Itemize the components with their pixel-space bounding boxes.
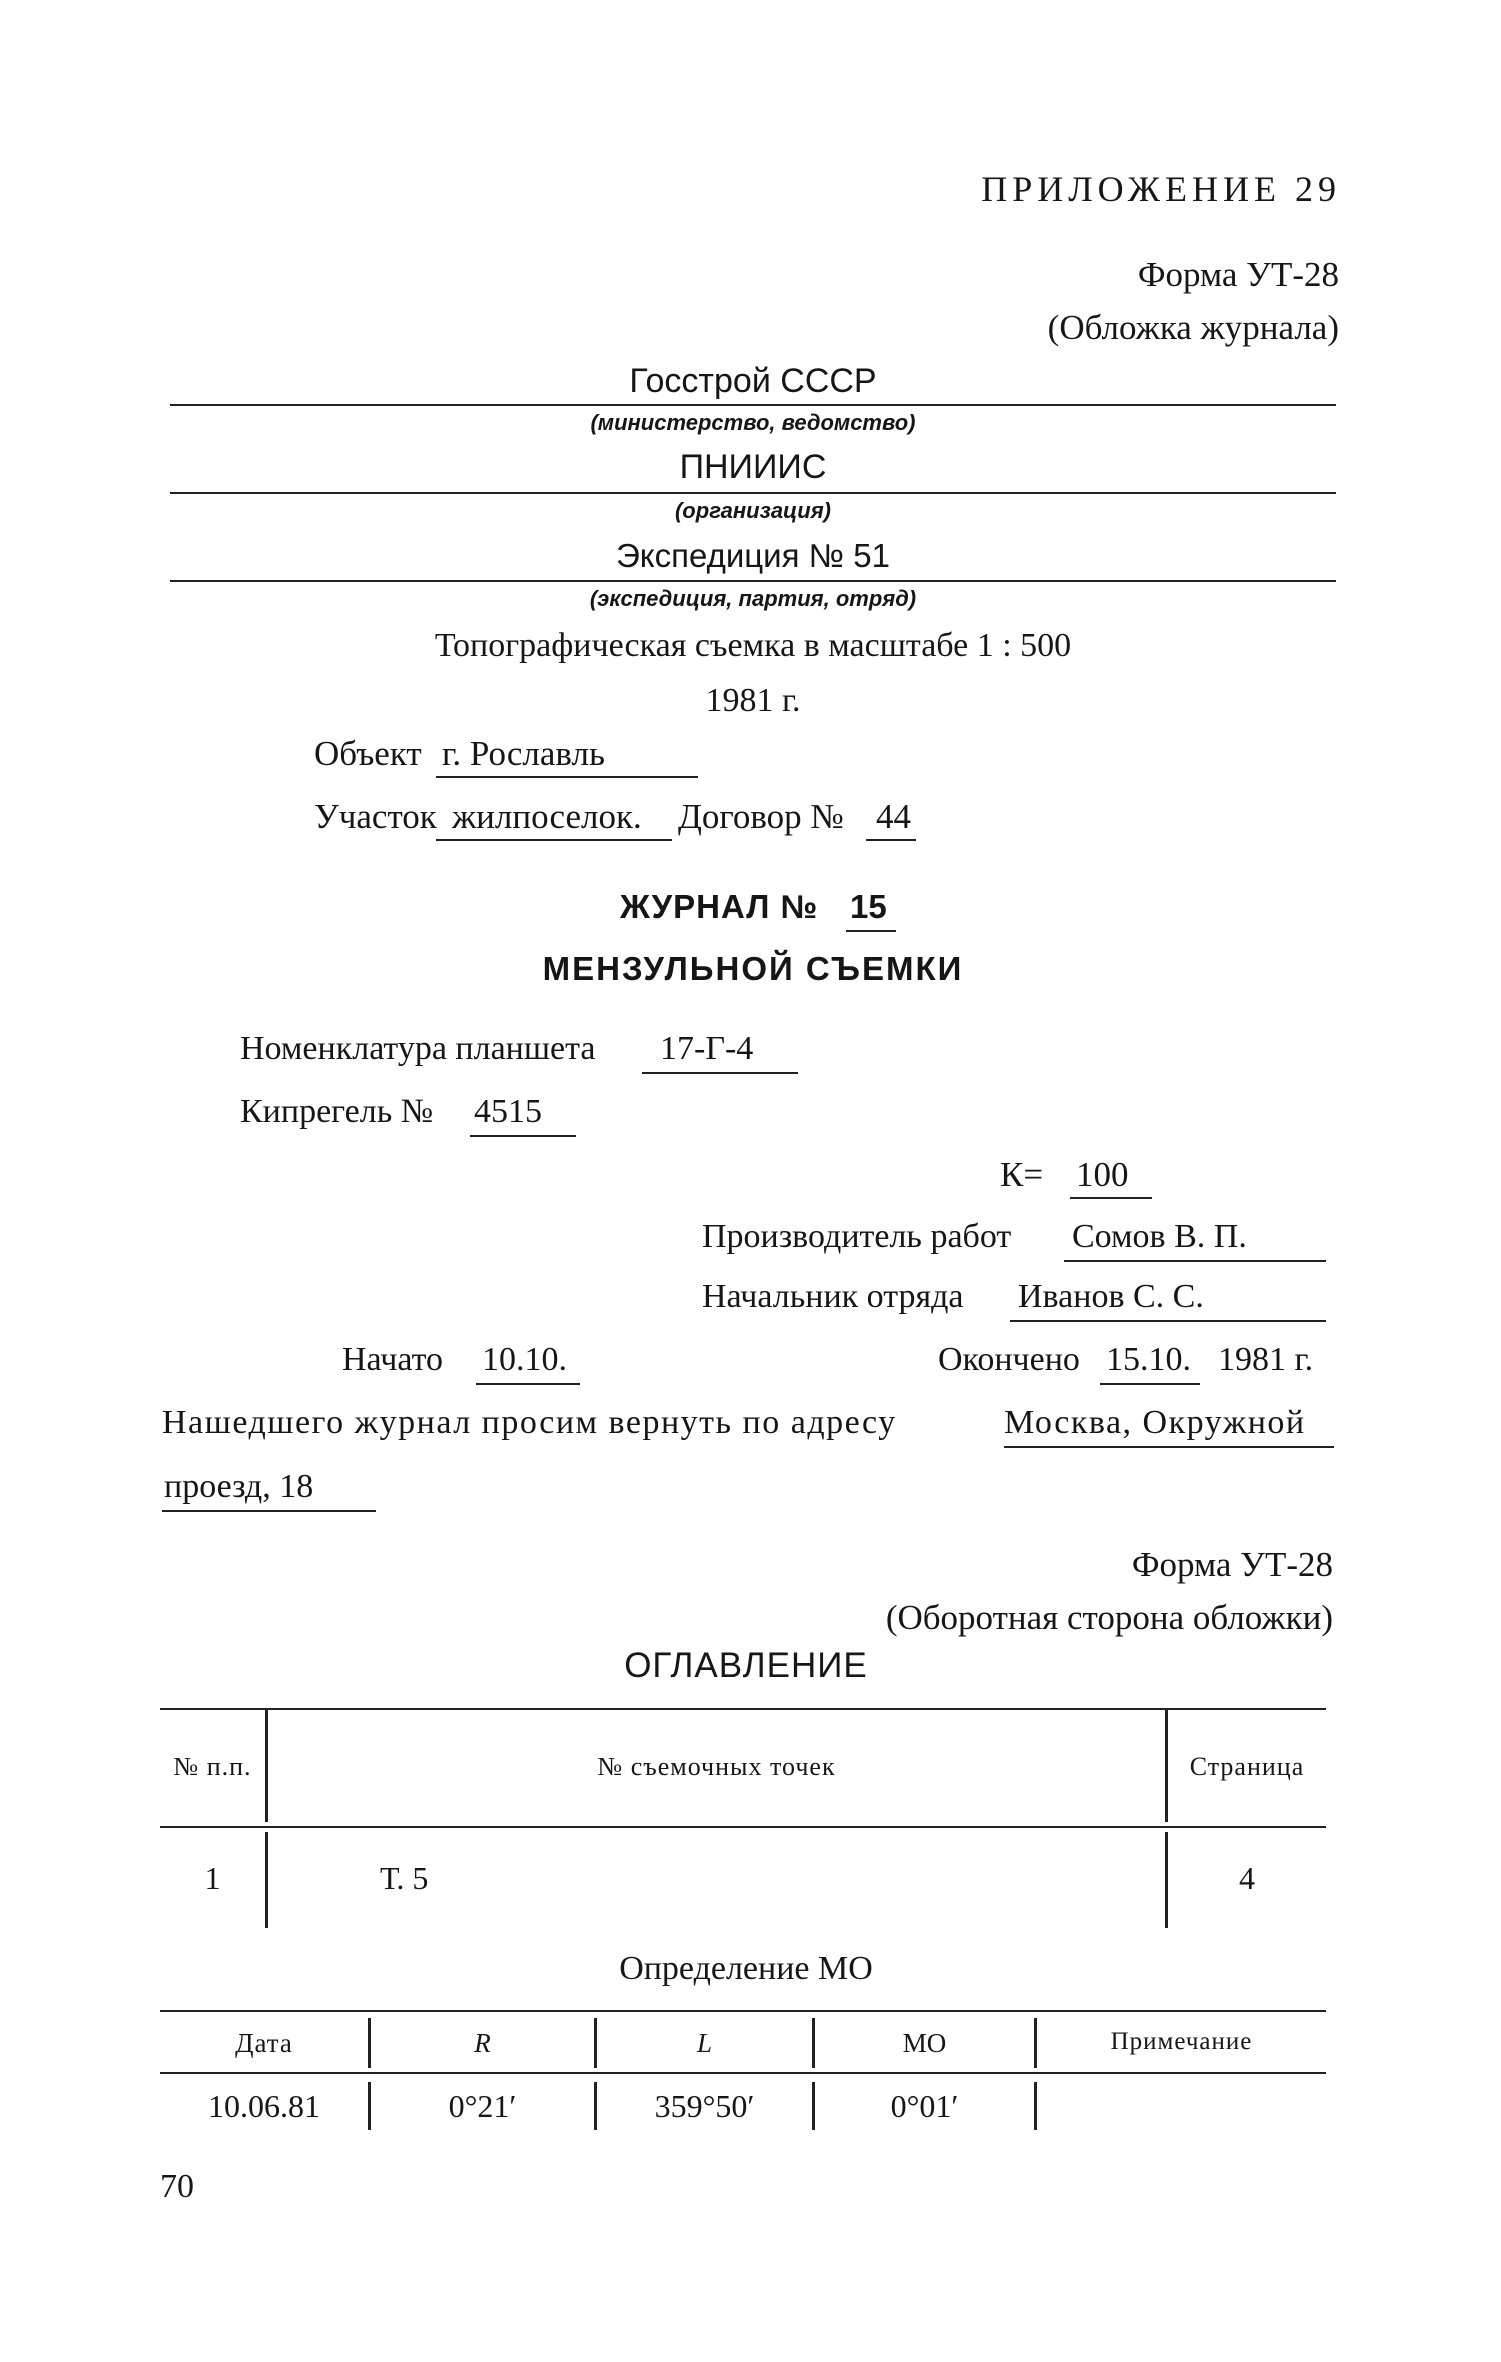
back-form-label: Форма УТ-28 bbox=[1131, 1545, 1333, 1584]
journal-number-underline bbox=[846, 930, 896, 932]
toc-col-divider bbox=[265, 1832, 268, 1928]
k-value: 100 bbox=[1076, 1155, 1129, 1194]
started-value: 10.10. bbox=[482, 1341, 567, 1378]
producer-label: Производитель работ bbox=[702, 1218, 1012, 1255]
k-underline bbox=[1070, 1197, 1152, 1199]
finished-value: 15.10. bbox=[1106, 1341, 1191, 1378]
mo-header-cell: R bbox=[474, 2028, 491, 2058]
contract-underline bbox=[866, 839, 916, 841]
producer-value: Сомов В. П. bbox=[1072, 1218, 1247, 1255]
organization-value: ПНИИИС bbox=[679, 448, 827, 486]
toc-title: ОГЛАВЛЕНИЕ bbox=[624, 1646, 868, 1685]
chief-label: Начальник отряда bbox=[702, 1278, 964, 1315]
journal-number: 15 bbox=[850, 888, 887, 925]
mo-header-cell: L bbox=[696, 2028, 713, 2058]
toc-row-points: Т. 5 bbox=[380, 1860, 429, 1896]
object-value: г. Рославль bbox=[442, 734, 605, 773]
survey-title: Топографическая съемка в масштабе 1 : 500 bbox=[434, 627, 1072, 664]
kipregel-underline bbox=[470, 1135, 576, 1137]
ministry-value: Госстрой СССР bbox=[629, 362, 877, 400]
toc-header-cell: № съемочных точек bbox=[597, 1752, 836, 1781]
mo-row-date: 10.06.81 bbox=[208, 2088, 320, 2124]
mo-header-cell: Дата bbox=[235, 2028, 293, 2058]
toc-header-rule bbox=[160, 1826, 1326, 1828]
object-label: Объект bbox=[314, 734, 422, 773]
site-underline bbox=[436, 839, 672, 841]
form-label: Форма УТ-28 bbox=[1137, 255, 1339, 294]
mo-row-r: 0°21′ bbox=[448, 2088, 517, 2124]
return-text: Нашедшего журнал просим вернуть по адресу bbox=[162, 1404, 897, 1441]
mo-title: Определение МО bbox=[619, 1950, 873, 1987]
return-address-underline2 bbox=[162, 1510, 376, 1512]
contract-label: Договор № bbox=[678, 797, 844, 836]
mo-row-l: 359°50′ bbox=[654, 2088, 755, 2124]
finished-underline bbox=[1100, 1383, 1200, 1385]
mo-header-cell: МО bbox=[902, 2028, 947, 2058]
organization-line bbox=[170, 492, 1336, 494]
journal-subtitle: МЕНЗУЛЬНОЙ СЪЕМКИ bbox=[542, 950, 964, 987]
mo-top-rule bbox=[160, 2010, 1326, 2012]
expedition-line bbox=[170, 580, 1336, 582]
kipregel-label: Кипрегель № bbox=[240, 1093, 434, 1130]
sheet-underline bbox=[642, 1072, 798, 1074]
return-address-line2: проезд, 18 bbox=[164, 1468, 314, 1505]
finished-label: Окончено bbox=[938, 1341, 1080, 1378]
return-address-underline1 bbox=[1004, 1446, 1334, 1448]
started-underline bbox=[476, 1383, 580, 1385]
toc-top-rule bbox=[160, 1708, 1326, 1710]
organization-caption: (организация) bbox=[674, 498, 831, 523]
journal-label: ЖУРНАЛ № bbox=[620, 888, 819, 925]
toc-header-cell: № п.п. bbox=[173, 1752, 252, 1781]
started-label: Начато bbox=[342, 1341, 444, 1378]
mo-col-divider bbox=[1034, 2082, 1037, 2130]
ministry-caption: (министерство, ведомство) bbox=[590, 410, 916, 435]
expedition-value: Экспедиция № 51 bbox=[616, 537, 890, 574]
appendix-heading: ПРИЛОЖЕНИЕ 29 bbox=[981, 169, 1341, 209]
toc-row-page: 4 bbox=[1239, 1860, 1255, 1896]
form-note: (Обложка журнала) bbox=[1047, 308, 1339, 347]
sheet-value: 17-Г-4 bbox=[660, 1030, 754, 1067]
site-label: Участок bbox=[314, 797, 437, 836]
object-underline bbox=[436, 776, 698, 778]
producer-underline bbox=[1064, 1260, 1326, 1262]
ministry-line bbox=[170, 404, 1336, 406]
toc-row-number: 1 bbox=[204, 1860, 221, 1896]
site-value: жилпоселок. bbox=[452, 797, 642, 836]
finished-year: 1981 г. bbox=[1218, 1341, 1314, 1378]
page-number: 70 bbox=[160, 2168, 194, 2205]
mo-row-mo: 0°01′ bbox=[890, 2088, 959, 2124]
contract-value: 44 bbox=[876, 797, 911, 836]
toc-header-cell: Страница bbox=[1189, 1752, 1305, 1781]
kipregel-value: 4515 bbox=[474, 1093, 542, 1130]
back-form-note: (Оборотная сторона обложки) bbox=[885, 1598, 1333, 1637]
return-address-line1: Москва, Окружной bbox=[1004, 1404, 1306, 1441]
mo-header-rule bbox=[160, 2072, 1326, 2074]
chief-value: Иванов С. С. bbox=[1018, 1278, 1204, 1315]
chief-underline bbox=[1010, 1320, 1326, 1322]
k-label: К= bbox=[1000, 1155, 1044, 1194]
sheet-label: Номенклатура планшета bbox=[240, 1030, 596, 1067]
mo-header-cell: Примечание bbox=[1110, 2028, 1253, 2055]
survey-year: 1981 г. bbox=[705, 682, 801, 719]
expedition-caption: (экспедиция, партия, отряд) bbox=[589, 586, 917, 611]
